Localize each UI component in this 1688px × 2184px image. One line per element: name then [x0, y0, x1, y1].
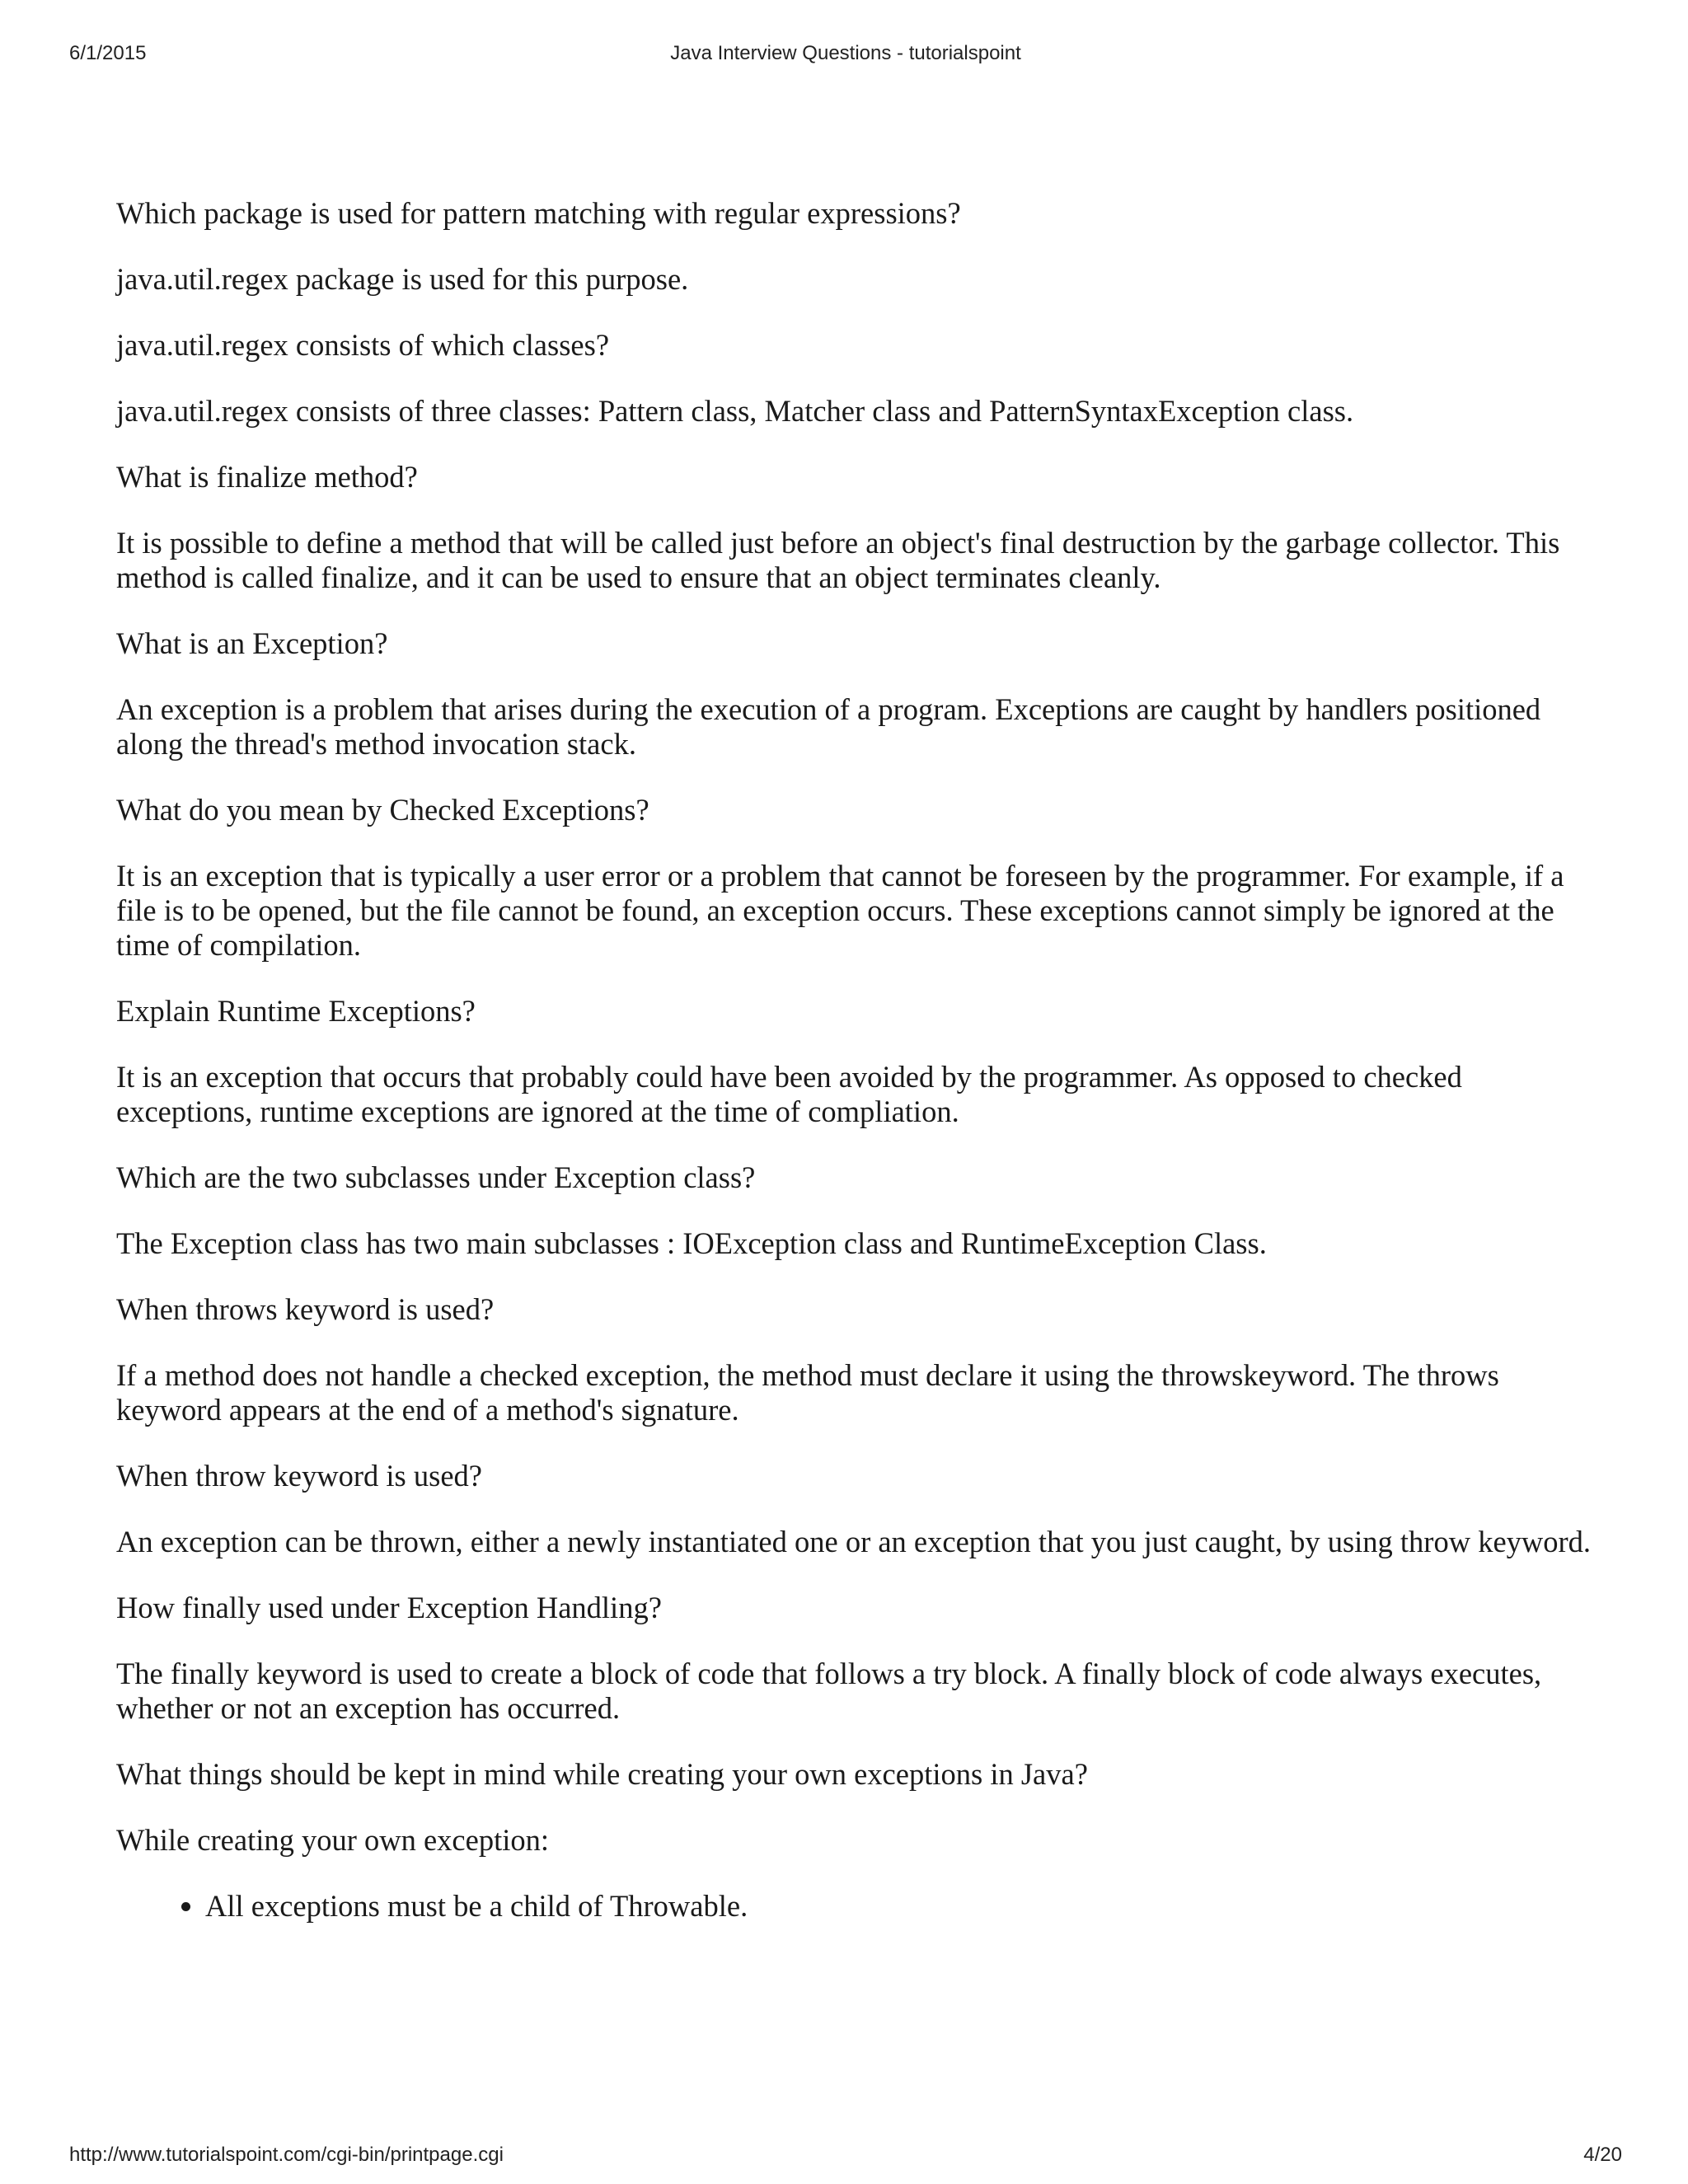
- document-title: Java Interview Questions - tutorialspoint: [670, 42, 1021, 64]
- page-footer: [69, 2143, 1622, 2168]
- question-throws: When throws keyword is used?: [116, 1292, 495, 1326]
- question-regex-classes: java.util.regex consists of which classes?: [116, 328, 610, 362]
- answer-throws: If a method does not handle a checked exception, the method must declare it using the throwskeyword. The throws keyword appears at the end of a method's signature.: [116, 1358, 1499, 1427]
- page-number: 4/20: [1583, 2144, 1622, 2166]
- question-custom-exceptions: What things should be kept in mind while creating your own exceptions in Java?: [116, 1757, 1088, 1791]
- question-runtime-exceptions: Explain Runtime Exceptions?: [116, 994, 476, 1028]
- question-exception-subclasses: Which are the two subclasses under Exception class?: [116, 1160, 756, 1194]
- question-throw: When throw keyword is used?: [116, 1459, 482, 1493]
- answer-regex-package: java.util.regex package is used for this purpose.: [116, 262, 689, 296]
- question-exception: What is an Exception?: [116, 626, 388, 660]
- answer-throw: An exception can be thrown, either a newly instantiated one or an exception that you just caught, by using throw keyword.: [116, 1525, 1592, 1558]
- answer-checked-exceptions: It is an exception that is typically a user error or a problem that cannot be foreseen by the programmer. For example, if a file is to be opened, but the file cannot be found, an exception occurs. These exceptions cannot simply be ignored at the time of compilation.: [116, 859, 1564, 962]
- answer-custom-exceptions-intro: While creating your own exception:: [116, 1823, 550, 1857]
- page-header: [69, 41, 1622, 66]
- answer-regex-classes: java.util.regex consists of three classes: Pattern class, Matcher class and PatternSyntaxException class.: [116, 394, 1354, 428]
- question-regex-package: Which package is used for pattern matching with regular expressions?: [116, 196, 961, 230]
- answer-finally: The finally keyword is used to create a block of code that follows a try block. A finally block of code always executes, whether or not an exception has occurred.: [116, 1657, 1542, 1725]
- question-finalize: What is finalize method?: [116, 460, 418, 494]
- question-finally: How finally used under Exception Handling?: [116, 1591, 662, 1624]
- answer-runtime-exceptions: It is an exception that occurs that probably could have been avoided by the programmer. As opposed to checked exceptions, runtime exceptions are ignored at the time of compliation.: [116, 1060, 1462, 1128]
- print-date: 6/1/2015: [69, 42, 147, 64]
- question-checked-exceptions: What do you mean by Checked Exceptions?: [116, 793, 649, 827]
- answer-exception: An exception is a problem that arises during the execution of a program. Exceptions are caught by handlers positioned along the thread's method invocation stack.: [116, 692, 1541, 761]
- page-content: [116, 196, 1592, 1924]
- source-url-link[interactable]: http://www.tutorialspoint.com/cgi-bin/printpage.cgi: [69, 2144, 504, 2166]
- custom-exceptions-list: [116, 1889, 1592, 1924]
- answer-exception-subclasses: The Exception class has two main subclasses : IOException class and RuntimeException Class.: [116, 1226, 1267, 1260]
- list-item: • All exceptions must be a child of Throwable.: [205, 1889, 1592, 1924]
- answer-finalize: It is possible to define a method that will be called just before an object's final destruction by the garbage collector. This method is called finalize, and it can be used to ensure that an object terminates cleanly.: [116, 526, 1560, 594]
